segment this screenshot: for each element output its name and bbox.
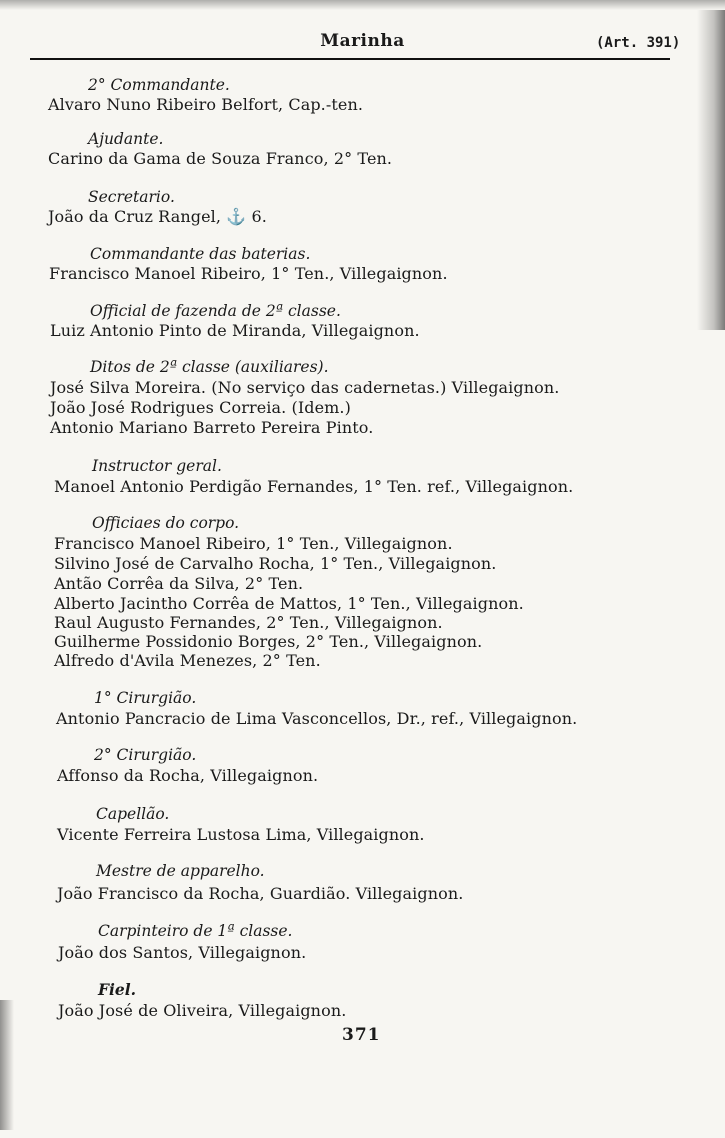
- page-number: 371: [342, 1025, 381, 1045]
- entry-line: Alberto Jacintho Corrêa de Mattos, 1° Ten., Villegaignon.: [54, 594, 524, 613]
- entry-line: Affonso da Rocha, Villegaignon.: [57, 766, 319, 785]
- scan-edge-right: [697, 10, 725, 330]
- entry-line: Guilherme Possidonio Borges, 2° Ten., Villegaignon.: [54, 632, 483, 651]
- entry-line: João Francisco da Rocha, Guardião. Villegaignon.: [57, 884, 464, 903]
- entry-line: Vicente Ferreira Lustosa Lima, Villegaignon.: [57, 825, 425, 844]
- section-title: Fiel.: [98, 980, 137, 999]
- scan-edge-top: [0, 0, 725, 10]
- section-title: 2° Cirurgião.: [94, 746, 197, 764]
- article-reference: (Art. 391): [596, 35, 681, 51]
- entry-line: João dos Santos, Villegaignon.: [58, 943, 307, 962]
- entry-line: Raul Augusto Fernandes, 2° Ten., Villegaignon.: [54, 613, 443, 632]
- section-title: Secretario.: [88, 188, 175, 206]
- section-title: Commandante das baterias.: [90, 245, 311, 263]
- entry-line: Francisco Manoel Ribeiro, 1° Ten., Villegaignon.: [49, 264, 448, 283]
- entry-line: João José de Oliveira, Villegaignon.: [58, 1001, 347, 1020]
- entry-line: João José Rodrigues Correia. (Idem.): [50, 398, 351, 417]
- section-title: Official de fazenda de 2ª classe.: [90, 302, 341, 320]
- entry-line: Antão Corrêa da Silva, 2° Ten.: [54, 574, 304, 593]
- entry-line: Manoel Antonio Perdigão Fernandes, 1° Ten. ref., Villegaignon.: [54, 477, 574, 496]
- section-title: Instructor geral.: [92, 457, 222, 475]
- section-title: 2° Commandante.: [88, 76, 230, 94]
- entry-line: Antonio Mariano Barreto Pereira Pinto.: [50, 418, 374, 437]
- entry-line: José Silva Moreira. (No serviço das cadernetas.) Villegaignon.: [50, 378, 560, 397]
- section-title: 1° Cirurgião.: [94, 689, 197, 707]
- section-title: Mestre de apparelho.: [96, 862, 265, 880]
- section-title: Officiaes do corpo.: [92, 514, 240, 532]
- section-title: Ditos de 2ª classe (auxiliares).: [90, 358, 329, 376]
- entry-line: Luiz Antonio Pinto de Miranda, Villegaignon.: [50, 321, 420, 340]
- scan-edge-left: [0, 1000, 14, 1130]
- section-title: Ajudante.: [88, 130, 164, 148]
- entry-line: Silvino José de Carvalho Rocha, 1° Ten., Villegaignon.: [54, 554, 497, 573]
- entry-line: Alfredo d'Avila Menezes, 2° Ten.: [54, 651, 321, 670]
- entry-line: Carino da Gama de Souza Franco, 2° Ten.: [48, 149, 393, 168]
- header-rule: [30, 58, 670, 60]
- section-title: Carpinteiro de 1ª classe.: [98, 922, 293, 940]
- section-title: Capellão.: [96, 805, 170, 823]
- entry-line: Antonio Pancracio de Lima Vasconcellos, Dr., ref., Villegaignon.: [56, 709, 578, 728]
- entry-line: João da Cruz Rangel, ⚓ 6.: [48, 207, 267, 226]
- entry-line: Francisco Manoel Ribeiro, 1° Ten., Villegaignon.: [54, 534, 453, 553]
- entry-line: Alvaro Nuno Ribeiro Belfort, Cap.-ten.: [48, 95, 364, 114]
- running-header-title: Marinha: [320, 31, 405, 51]
